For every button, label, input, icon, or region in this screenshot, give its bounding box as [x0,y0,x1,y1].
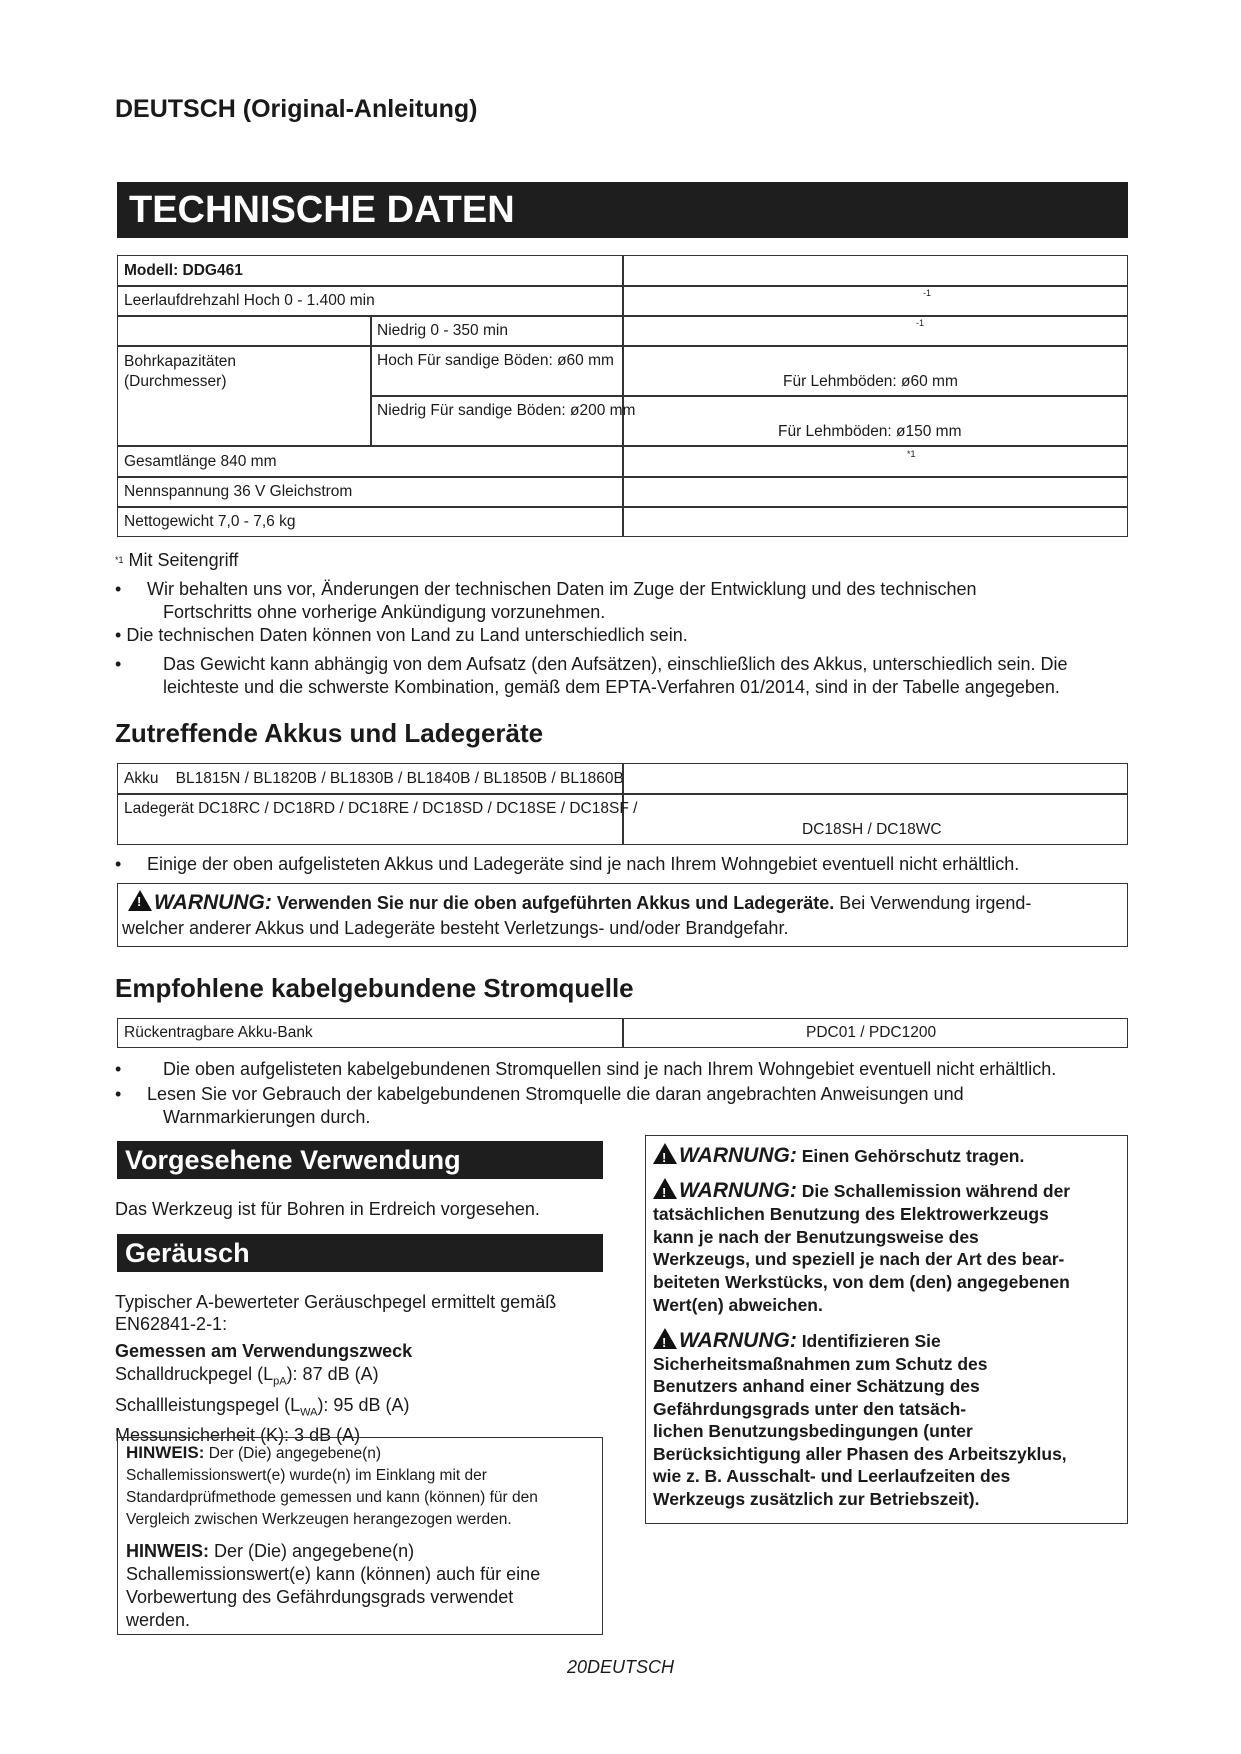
geraeusch-heading: Geräusch [117,1234,603,1272]
akkus-heading: Zutreffende Akkus und Ladegeräte [115,718,544,748]
warning-hearing: !WARNUNG: Einen Gehörschutz tragen. [653,1143,1024,1168]
akkus-note: • Einige der oben aufgelisteten Akkus und Ladegeräte sind je nach Ihrem Wohngebiet eventuell nicht erhältlich. [115,854,1020,874]
spec-row-speed-low: Niedrig 0 - 350 min [377,322,508,339]
language-title: DEUTSCH (Original-Anleitung) [115,95,478,123]
ladegeraet-row-2: DC18SH / DC18WC [802,821,942,838]
geraeusch-values: Gemessen am Verwendungszweck Schalldruckpegel $(L_{pA})$: 87 dB (A) Schallleistungspegel $(L_{WA})$: 95 dB (A) Messunsicherheit (K): 3 dB (A) [115,1341,413,1446]
warnings-box [645,1135,1128,1524]
stromquelle-value: PDC01 / PDC1200 [806,1024,937,1041]
geraeusch-intro: Typischer A-bewerteter Geräuschpegel ermittelt gemäß EN62841-2-1: [115,1292,557,1334]
stromquelle-heading: Empfohlene kabelgebundene Stromquelle [115,973,634,1003]
warning-icon [653,1143,677,1164]
ladegeraet-row: Ladegerät DC18RC / DC18RD / DC18RE / DC18SD / DC18SE / DC18SF / [124,800,638,817]
spec-model: Modell: DDG461 [124,262,243,279]
spec-capacity-high-clay: Für Lehmböden: ø60 mm [783,373,958,390]
warning-icon [653,1178,677,1199]
hinweis-box: HINWEIS: Der (Die) angegebene(n) Schallemissionswert(e) wurde(n) im Einklang mit der Standardprüfmethode gemessen und kann (können) für den Vergleich zwischen Werkzeugen herangezogen werden. HINWEIS: Der (Die) angegebene(n) Schallemissionswert(e) kann (können) auch für eine Vorbewertung des Gefährdungsgrads verwendet werden. [117,1437,603,1635]
akkus-table [117,763,1128,845]
spec-capacity-low-clay: Für Lehmböden: ø150 mm [778,423,962,440]
main-heading: TECHNISCHE DATEN [117,182,1128,238]
stromquelle-table [117,1018,1128,1048]
warning-icon [653,1328,677,1349]
spec-capacity-high: Hoch Für sandige Böden: ø60 mm [377,352,614,369]
akku-row: Akku BL1815N / BL1820B / BL1830B / BL1840B / BL1850B / BL1860B [124,770,624,787]
note-3: • Das Gewicht kann abhängig von dem Aufsatz (den Aufsätzen), einschließlich des Akkus, unterschiedlich sein. Die leichteste und die schwerste Kombination, gemäß dem EPTA-Verfahren 01/2014, sind in der Tabelle angegeben. [115,654,1068,697]
stromquelle-label: Rückentragbare Akku-Bank [124,1024,313,1041]
akkus-warning: !WARNUNG: Verwenden Sie nur die oben aufgeführten Akkus und Ladegeräte. Bei Verwendung irgend- welcher anderer Akkus und Ladegeräte besteht Verletzungs- und/oder Brandgefahr. [117,883,1128,947]
spec-table [117,255,1128,537]
spec-row-voltage: Nennspannung 36 V Gleichstrom [124,483,353,500]
verwendung-text: Das Werkzeug ist für Bohren in Erdreich vorgesehen. [115,1199,540,1219]
spec-sup-1: -1 [923,288,932,298]
footnote: $^{*1}$ Mit Seitengriff [115,550,239,570]
spec-row-capacity: Bohrkapazitäten (Durchmesser) [124,353,237,390]
note-2: • Die technischen Daten können von Land zu Land unterschiedlich sein. [115,625,688,645]
spec-sup-3: *1 [907,449,916,459]
warning-safety: !WARNUNG: Identifizieren Sie Sicherheitsmaßnahmen zum Schutz des Benutzers anhand einer Schätzung des Gefährdungsgrads unter den tatsäch- lichen Benutzungsbedingungen (unter Berücksichtigung aller Phasen des Arbeitszyklus, wie z. B. Ausschalt- und Leerlaufzeiten des Werkzeugs zusätzlich zur Betriebszeit). [653,1328,1067,1510]
stromquelle-note-2: • Lesen Sie vor Gebrauch der kabelgebundenen Stromquelle die daran angebrachten Anweisungen und Warnmarkierungen durch. [115,1084,964,1127]
note-1: • Wir behalten uns vor, Änderungen der technischen Daten im Zuge der Entwicklung und des technischen Fortschritts ohne vorherige Ankündigung vorzunehmen. [115,579,977,622]
spec-sup-2: -1 [916,318,925,328]
warning-icon [128,890,152,911]
spec-row-weight: Nettogewicht 7,0 - 7,6 kg [124,513,296,530]
spec-row-speed-high: Leerlaufdrehzahl Hoch 0 - 1.400 min [124,292,375,309]
page-footer: 20DEUTSCH [566,1657,675,1677]
spec-capacity-low: Niedrig Für sandige Böden: ø200 mm [377,402,636,419]
stromquelle-note-1: • Die oben aufgelisteten kabelgebundenen Stromquellen sind je nach Ihrem Wohngebiet eventuell nicht erhältlich. [115,1059,1057,1079]
spec-row-length: Gesamtlänge 840 mm [124,453,277,470]
verwendung-heading: Vorgesehene Verwendung [117,1141,603,1179]
warning-emission: !WARNUNG: Die Schallemission während der tatsächlichen Benutzung des Elektrowerkzeugs kann je nach der Benutzungsweise des Werkzeugs, und speziell je nach der Art des bear- beiteten Werkstücks, von dem (den) angegebenen Wert(en) abweichen. [653,1178,1070,1317]
